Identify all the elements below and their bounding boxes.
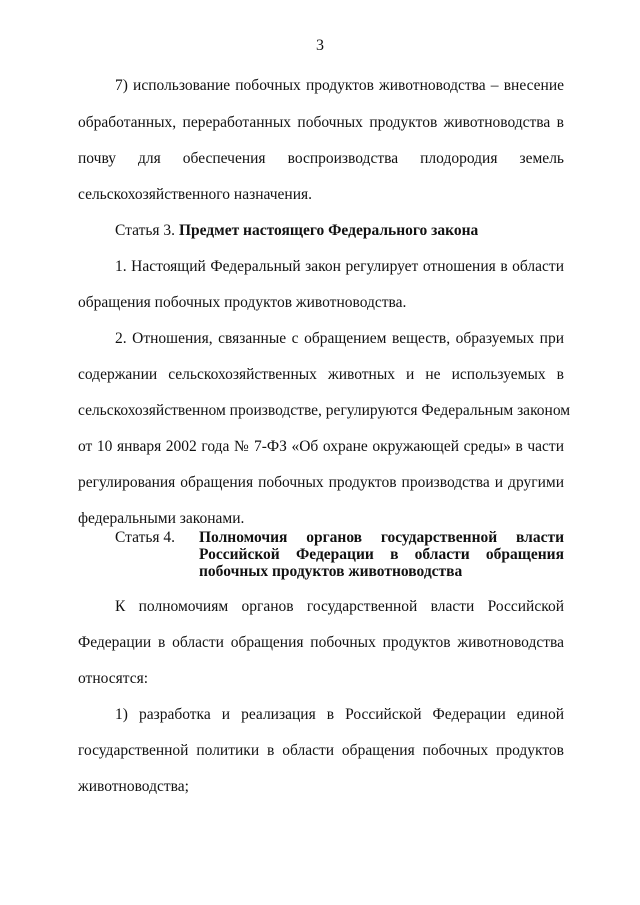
article-3-clause-1-line-1: 1. Настоящий Федеральный закон регулирует отношения в области — [115, 258, 564, 275]
page-number: 3 — [316, 37, 324, 54]
article-4-item-1-line-2: государственной политики в области обращения побочных продуктов — [78, 742, 564, 759]
article-4-title-line-2: Российской Федерации в области обращения — [199, 546, 564, 563]
article-3-label: Статья 3. — [115, 222, 176, 239]
article-3-title: Предмет настоящего Федерального закона — [178, 222, 479, 239]
article-3-clause-1-line-2: обращения побочных продуктов животноводства. — [78, 294, 407, 311]
article-4-item-1-line-3: животноводства; — [78, 778, 189, 795]
article-3-clause-2-line-6: федеральными законами. — [78, 510, 245, 527]
article-3-clause-2-line-2: содержании сельскохозяйственных животных и не используемых в — [78, 366, 564, 383]
article-3-clause-2-line-4: от 10 января 2002 года № 7-ФЗ «Об охране окружающей среды» в части — [78, 438, 564, 455]
para-7-line-2: обработанных, переработанных побочных продуктов животноводства в — [78, 114, 564, 131]
article-4-intro-line-1: К полномочиям органов государственной власти Российской — [115, 598, 564, 615]
article-3-clause-2-line-1: 2. Отношения, связанные с обращением веществ, образуемых при — [115, 330, 564, 347]
article-3-clause-2-line-3: сельскохозяйственном производстве, регулируются Федеральным законом — [78, 402, 571, 419]
para-7-line-4: сельскохозяйственного назначения. — [78, 186, 313, 203]
article-4-title-line-3: побочных продуктов животноводства — [199, 563, 463, 580]
article-4-intro-line-3: относятся: — [78, 670, 149, 687]
article-3-heading — [115, 222, 564, 240]
para-7-line-1: 7) использование побочных продуктов животноводства – внесение — [115, 77, 564, 94]
para-7-line-3: почву для обеспечения воспроизводства плодородия земель — [78, 150, 564, 167]
article-4-label: Статья 4. — [115, 529, 176, 546]
article-3-clause-2-line-5: регулирования обращения побочных продуктов производства и другими — [78, 474, 564, 491]
article-4-intro-line-2: Федерации в области обращения побочных продуктов животноводства — [78, 634, 564, 651]
article-4-title-line-1: Полномочия органов государственной власти — [199, 529, 564, 546]
article-4-item-1-line-1: 1) разработка и реализация в Российской Федерации единой — [115, 706, 564, 723]
